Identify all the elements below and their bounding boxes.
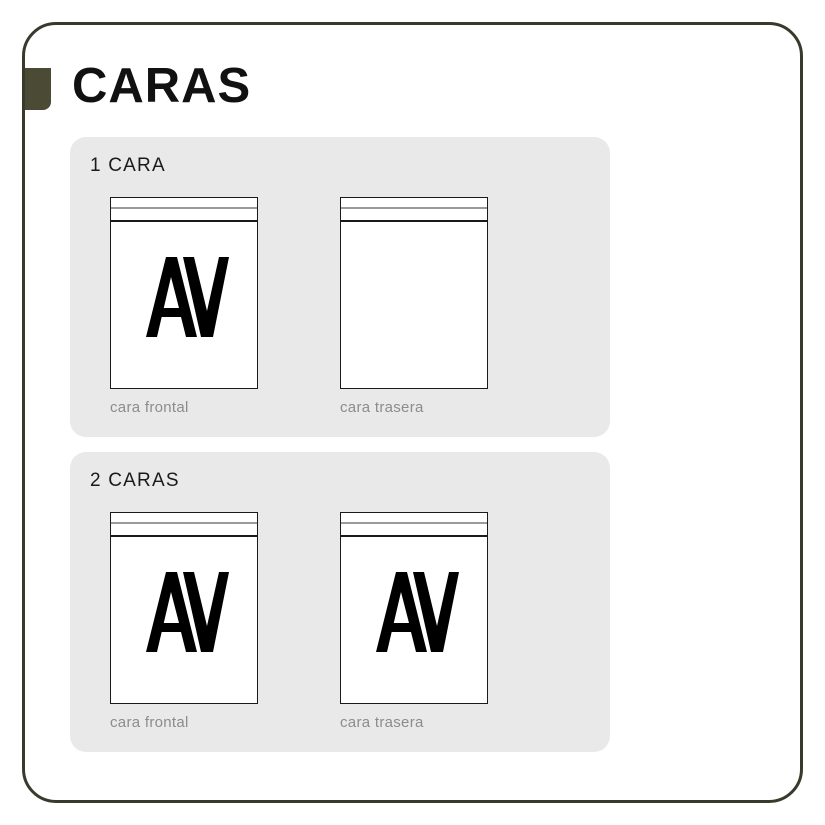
bag-back-with-logo: [340, 512, 488, 704]
bag-back-blank: [340, 197, 488, 389]
bag-caption: cara trasera: [340, 714, 424, 731]
bag-item[interactable]: [110, 512, 260, 731]
corner-tab-marker: [25, 68, 51, 110]
zip-line-bottom: [341, 535, 487, 537]
bag-caption: cara trasera: [340, 399, 424, 416]
group-panel-1-cara: [70, 137, 610, 437]
bag-caption: cara frontal: [110, 399, 189, 416]
group-label: 2 CARAS: [90, 470, 180, 491]
zip-line-bottom: [111, 535, 257, 537]
zip-line-bottom: [111, 220, 257, 222]
bag-item[interactable]: [340, 197, 490, 416]
bag-item[interactable]: [340, 512, 490, 731]
bag-front-with-logo: [110, 512, 258, 704]
page-title: CARAS: [72, 59, 252, 113]
group-label: 1 CARA: [90, 155, 166, 176]
zip-line-top: [341, 522, 487, 524]
bag-item[interactable]: [110, 197, 260, 416]
group-panel-2-caras: [70, 452, 610, 752]
bag-caption: cara frontal: [110, 714, 189, 731]
brand-monogram-av-icon: [111, 568, 257, 656]
zip-line-top: [111, 522, 257, 524]
zip-line-top: [111, 207, 257, 209]
brand-monogram-av-icon: [341, 568, 487, 656]
zip-line-top: [341, 207, 487, 209]
brand-monogram-av-icon: [111, 253, 257, 341]
bag-front-with-logo: [110, 197, 258, 389]
zip-line-bottom: [341, 220, 487, 222]
